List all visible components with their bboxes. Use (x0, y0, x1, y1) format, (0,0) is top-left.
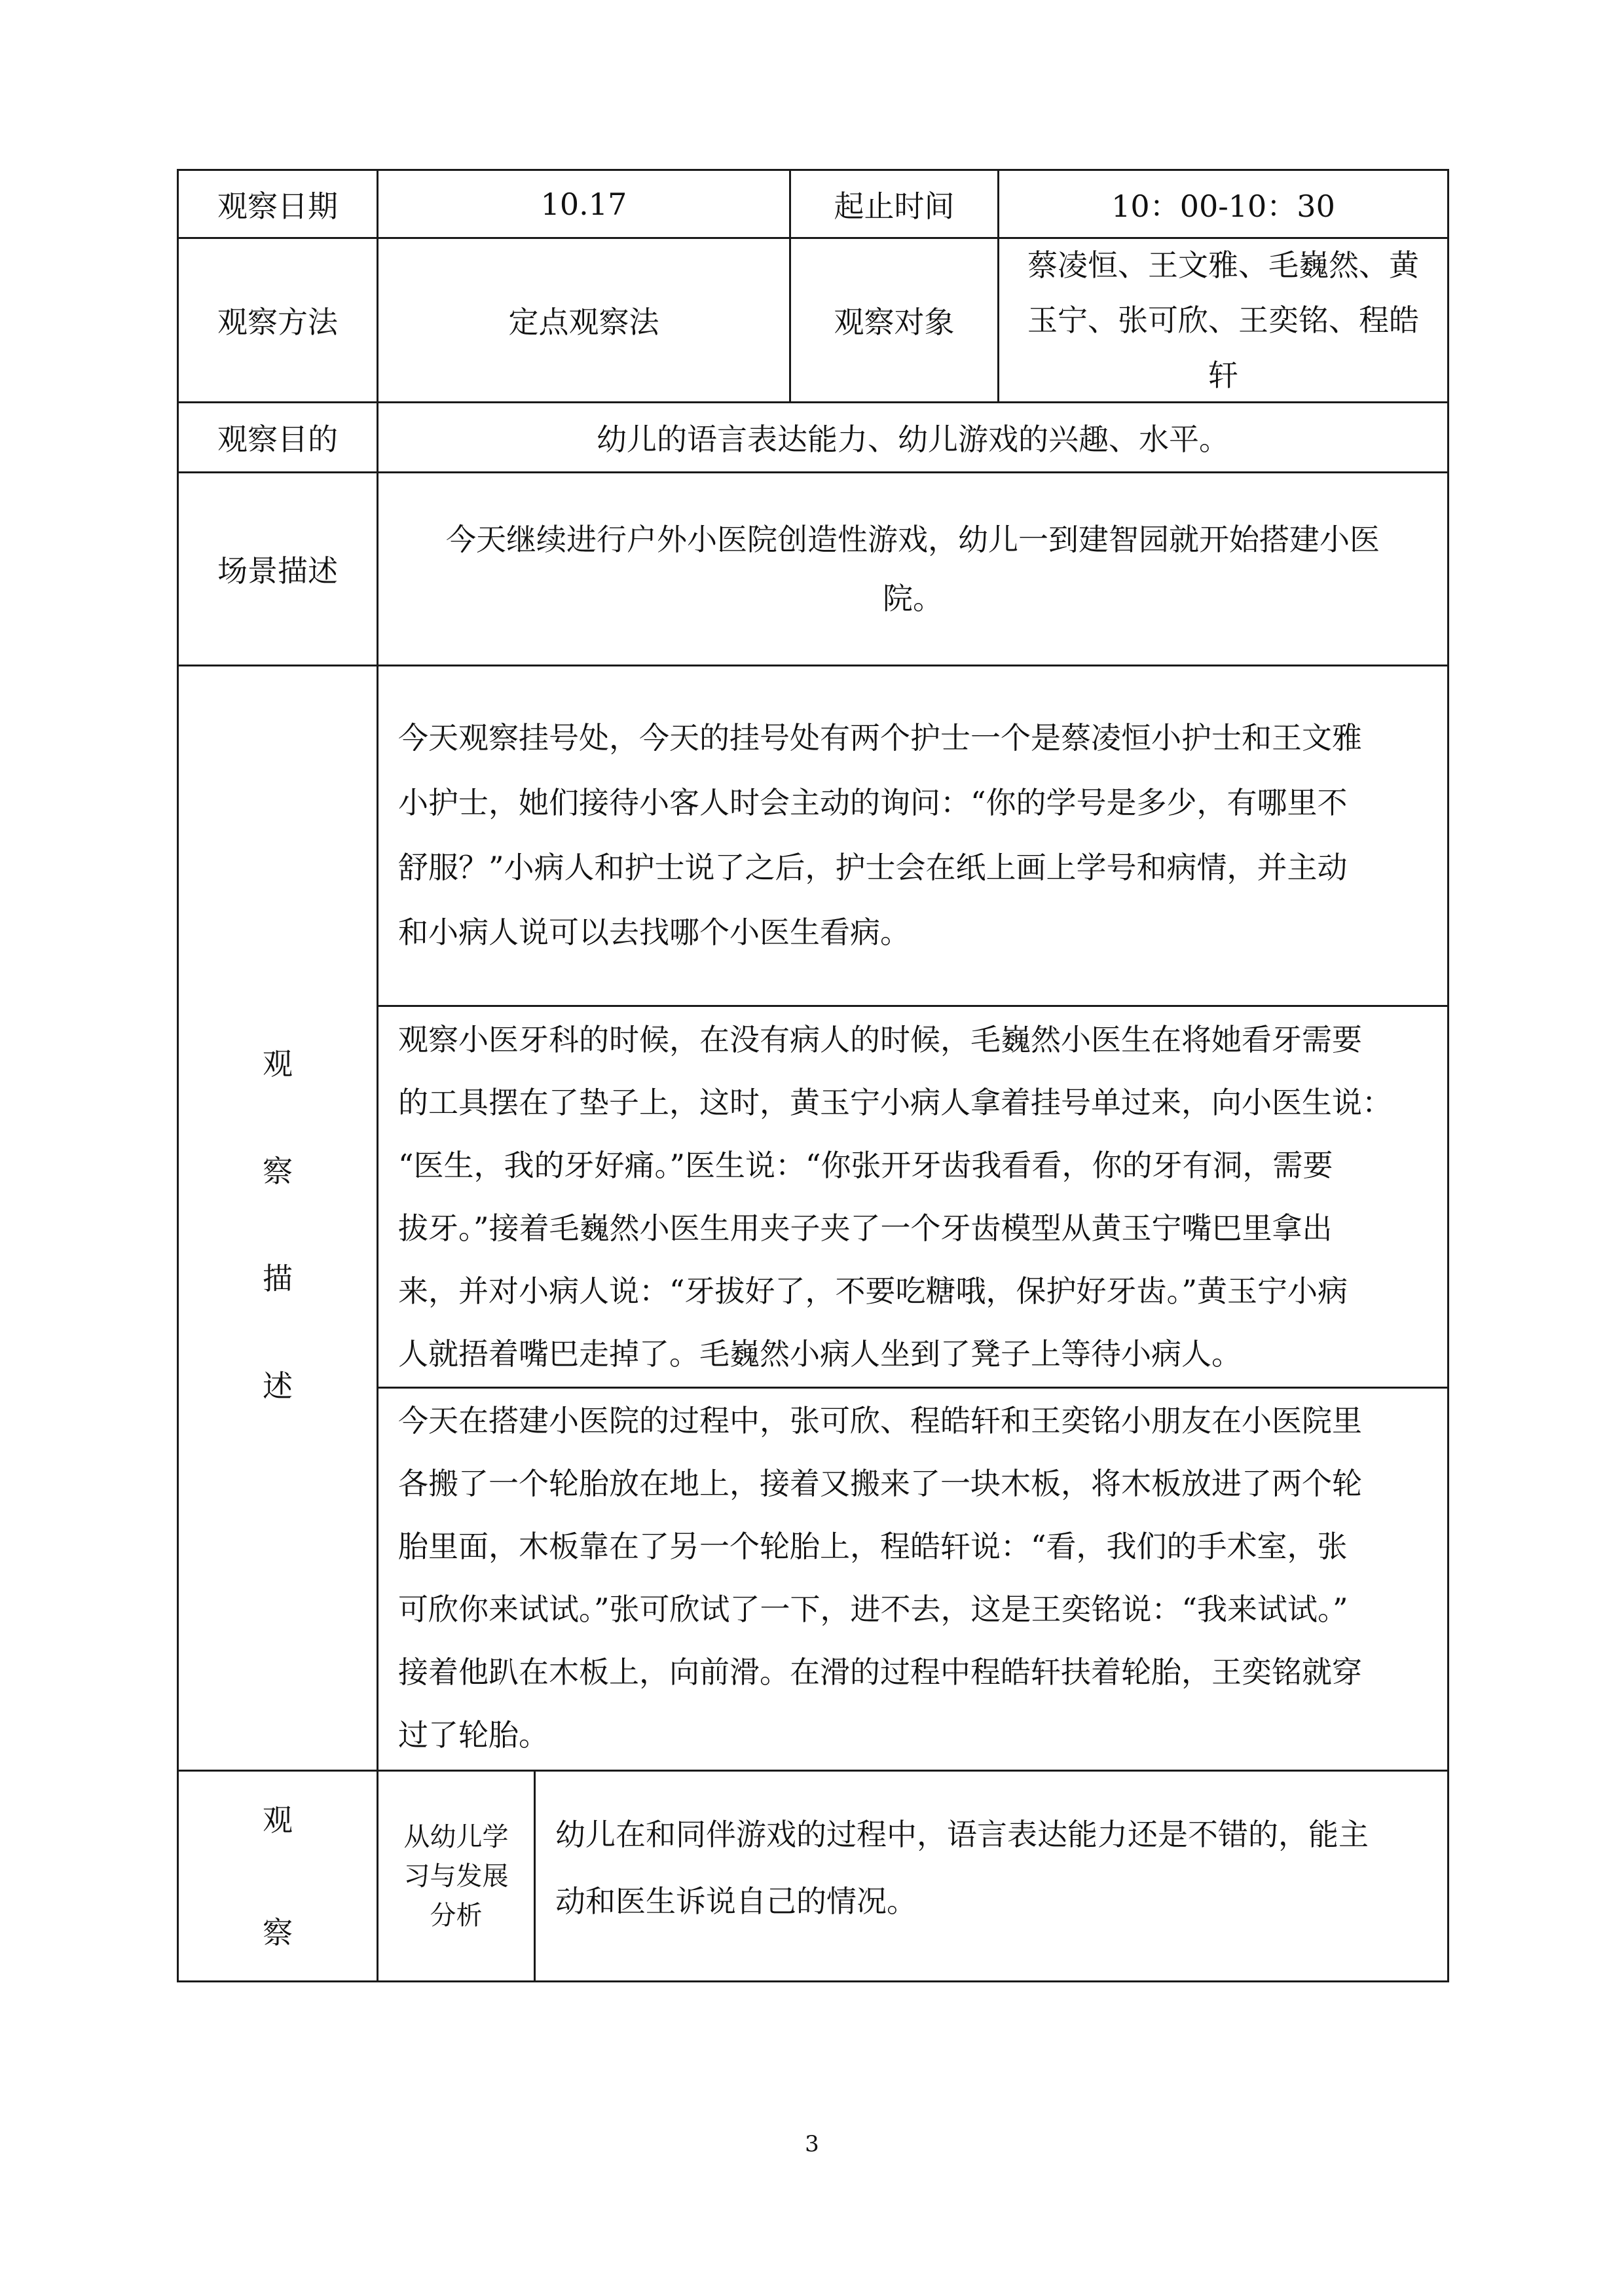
subject-line: 轩 (1208, 357, 1238, 393)
observation-line: 接着他趴在木板上，向前滑。在滑的过程中程皓轩扶着轮胎，王奕铭就穿 (398, 1654, 1362, 1690)
purpose-label: 观察目的 (217, 422, 338, 457)
observation-line: 人就捂着嘴巴走掉了。毛巍然小病人坐到了凳子上等待小病人。 (398, 1336, 1242, 1372)
observation-line: 拔牙。”接着毛巍然小医生用夹子夹了一个牙齿模型从黄玉宁嘴巴里拿出 (398, 1211, 1333, 1246)
observation-line: 和小病人说可以去找哪个小医生看病。 (398, 915, 910, 950)
date-label: 观察日期 (217, 188, 338, 224)
observation-label-char: 述 (263, 1368, 293, 1404)
observation-line: 胎里面，木板靠在了另一个轮胎上，程皓轩说：“看，我们的手术室，张 (398, 1529, 1348, 1564)
scene-line: 院。 (883, 581, 943, 616)
analysis-label-char: 观 (263, 1802, 293, 1838)
subject-value (999, 239, 1447, 401)
page-number: 3 (805, 2131, 819, 2157)
analysis-sub-label (378, 1772, 534, 1980)
time-label: 起止时间 (834, 188, 955, 224)
table-border (1447, 169, 1449, 1982)
observation-line: 今天观察挂号处，今天的挂号处有两个护士一个是蔡凌恒小护士和王文雅 (398, 720, 1362, 756)
observation-line: 过了轮胎。 (398, 1717, 549, 1753)
observation-line: 各搬了一个轮胎放在地上，接着又搬来了一块木板，将木板放进了两个轮 (398, 1466, 1362, 1501)
observation-label-char: 观 (263, 1046, 293, 1082)
observation-line: 小护士，她们接待小客人时会主动的询问：“你的学号是多少，有哪里不 (398, 785, 1348, 820)
scene-line: 今天继续进行户外小医院创造性游戏，幼儿一到建智园就开始搭建小医 (446, 522, 1380, 557)
analysis-line: 动和医生诉说自己的情况。 (555, 1884, 917, 1919)
table-border (377, 1387, 1449, 1389)
analysis-text (536, 1801, 1447, 1935)
subject-line: 玉宁、张可欣、王奕铭、程皓 (1027, 302, 1419, 338)
analysis-label-char: 察 (263, 1914, 293, 1950)
purpose-value: 幼儿的语言表达能力、幼儿游戏的兴趣、水平。 (597, 422, 1229, 457)
analysis-line: 幼儿在和同伴游戏的过程中，语言表达能力还是不错的，能主 (555, 1817, 1369, 1852)
subject-line: 蔡凌恒、王文雅、毛巍然、黄 (1027, 247, 1419, 283)
analysis-sub-label-line: 从幼儿学 (403, 1821, 509, 1852)
observation-line: “医生，我的牙好痛。”医生说：“你张开牙齿我看看，你的牙有洞，需要 (398, 1148, 1333, 1183)
subject-label: 观察对象 (834, 304, 955, 340)
analysis-label (179, 1772, 377, 1980)
observation-line: 舒服？”小病人和护士说了之后，护士会在纸上画上学号和病情，并主动 (398, 850, 1348, 885)
analysis-sub-label-line: 习与发展 (403, 1861, 509, 1891)
observation-line: 的工具摆在了垫子上，这时，黄玉宁小病人拿着挂号单过来，向小医生说： (398, 1085, 1392, 1120)
observation-label (179, 666, 377, 1770)
time-value: 10：00-10：30 (1111, 188, 1335, 224)
observation-label-char: 察 (263, 1153, 293, 1189)
method-label: 观察方法 (217, 304, 338, 340)
observation-line: 可欣你来试试。”张可欣试了一下，进不去，这是王奕铭说：“我来试试。” (398, 1592, 1348, 1627)
table-border (177, 1980, 1449, 1982)
observation-line: 今天在搭建小医院的过程中，张可欣、程皓轩和王奕铭小朋友在小医院里 (398, 1403, 1362, 1438)
observation-section-c (378, 1389, 1447, 1766)
scene-label: 场景描述 (217, 553, 338, 589)
observation-line: 观察小医牙科的时候，在没有病人的时候，毛巍然小医生在将她看牙需要 (398, 1022, 1362, 1057)
observation-section-b (378, 1008, 1447, 1385)
table-border (377, 1005, 1449, 1007)
observation-line: 来，并对小病人说：“牙拔好了，不要吃糖哦，保护好牙齿。”黄玉宁小病 (398, 1273, 1348, 1309)
method-value: 定点观察法 (508, 304, 659, 340)
scene-description (378, 473, 1447, 665)
observation-section-a (378, 706, 1447, 965)
observation-label-char: 描 (263, 1260, 293, 1296)
analysis-sub-label-line: 分析 (430, 1900, 483, 1931)
date-value: 10.17 (540, 186, 627, 222)
